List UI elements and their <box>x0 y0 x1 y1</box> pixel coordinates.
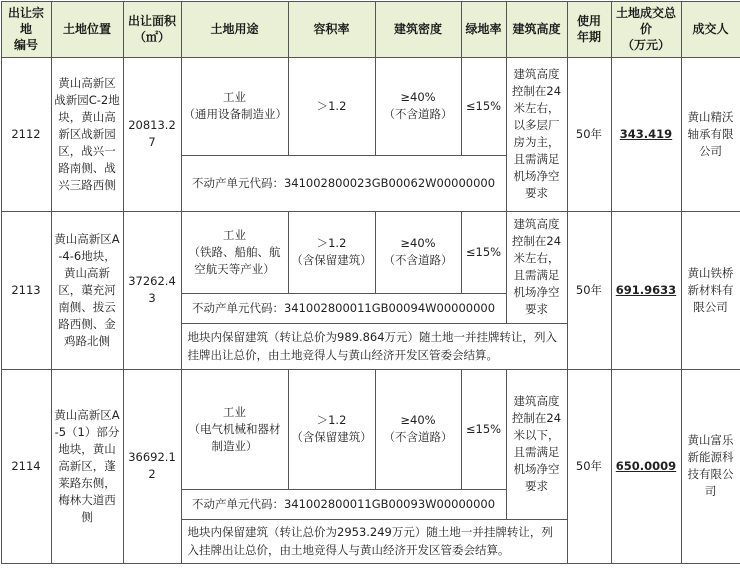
parcel-use: 工业 （铁路、船舶、航空航天等产业） <box>181 211 288 293</box>
header-area: 出让面积 （㎡） <box>123 1 181 57</box>
parcel-density: ≥40% （不含道路） <box>375 211 461 293</box>
parcel-location: 黄山高新区A-5（1）部分地块，黄山高新区，蓬莱路东侧，梅林大道西侧 <box>51 369 123 563</box>
parcel-far: ＞1.2 <box>288 57 375 155</box>
parcel-location: 黄山高新区A-4-6地块，黄山高新区，蕖充河南侧、拔云路西侧、金鸡路北侧 <box>51 211 123 369</box>
parcel-use: 工业 （电气机械和器材制造业） <box>181 369 288 489</box>
parcel-green: ≤15% <box>461 211 506 293</box>
parcel-price: 343.419 <box>611 57 681 211</box>
parcel-price: 691.9633 <box>611 211 681 369</box>
parcel-buyer: 黄山铁桥新材料有限公司 <box>681 211 740 369</box>
parcel-cert-code: 不动产单元代码：341002800011GB00093W00000000 <box>181 489 506 519</box>
parcel-area: 20813.27 <box>123 57 181 211</box>
parcel-use: 工业 （通用设备制造业） <box>181 57 288 155</box>
parcel-green: ≤15% <box>461 369 506 489</box>
parcel-green: ≤15% <box>461 57 506 155</box>
parcel-area: 36692.12 <box>123 369 181 563</box>
parcel-cert-code: 不动产单元代码：341002800011GB00094W00000000 <box>181 293 506 323</box>
table-row <box>1 369 740 489</box>
parcel-id: 2112 <box>1 57 51 211</box>
header-green: 绿地率 <box>461 1 506 57</box>
parcel-years: 50年 <box>567 57 611 211</box>
parcel-density: ≥40% （不含道路） <box>375 57 461 155</box>
header-buyer: 成交人 <box>681 1 740 57</box>
header-use: 土地用途 <box>181 1 288 57</box>
parcel-height: 建筑高度控制在24米左右，且需满足机场净空要求 <box>506 211 567 323</box>
parcel-cert-code: 不动产单元代码：341002800023GB00062W00000000 <box>181 155 506 211</box>
parcel-buyer: 黄山精沃轴承有限公司 <box>681 57 740 211</box>
header-years: 使用 年期 <box>567 1 611 57</box>
parcel-id: 2113 <box>1 211 51 369</box>
parcel-area: 37262.43 <box>123 211 181 369</box>
parcel-buyer: 黄山富乐新能源科技有限公司 <box>681 369 740 563</box>
header-id: 出让宗地 编号 <box>1 1 51 57</box>
parcel-id: 2114 <box>1 369 51 563</box>
header-location: 土地位置 <box>51 1 123 57</box>
parcel-height: 建筑高度控制在24米左右，以多层厂房为主，且需满足机场净空要求 <box>506 57 567 211</box>
header-far: 容积率 <box>288 1 375 57</box>
table-row <box>1 211 740 293</box>
parcel-far: ＞1.2 （含保留建筑） <box>288 369 375 489</box>
header-height: 建筑高度 <box>506 1 567 57</box>
table-row <box>1 57 740 155</box>
header-price: 土地成交总价 （万元） <box>611 1 681 57</box>
parcel-far: ＞1.2 （含保留建筑） <box>288 211 375 293</box>
parcel-density: ≥40% （不含道路） <box>375 369 461 489</box>
parcel-note: 地块内保留建筑（转让总价为2953.249万元）随土地一并挂牌转让，列入挂牌出让总价，由土地竞得人与黄山经济开发区管委会结算。 <box>181 519 567 563</box>
land-transfer-table <box>1 1 740 564</box>
parcel-height: 建筑高度控制在24米以下，且需满足机场净空要求 <box>506 369 567 519</box>
parcel-price: 650.0009 <box>611 369 681 563</box>
header-density: 建筑密度 <box>375 1 461 57</box>
parcel-note: 地块内保留建筑（转让总价为989.864万元）随土地一并挂牌转让，列入挂牌出让总价，由土地竞得人与黄山经济开发区管委会结算。 <box>181 323 567 369</box>
parcel-years: 50年 <box>567 369 611 563</box>
parcel-location: 黄山高新区战新园C-2地块，黄山高新区战新园区，战兴一路南侧、战兴三路西侧 <box>51 57 123 211</box>
header-row <box>1 1 740 57</box>
parcel-years: 50年 <box>567 211 611 369</box>
